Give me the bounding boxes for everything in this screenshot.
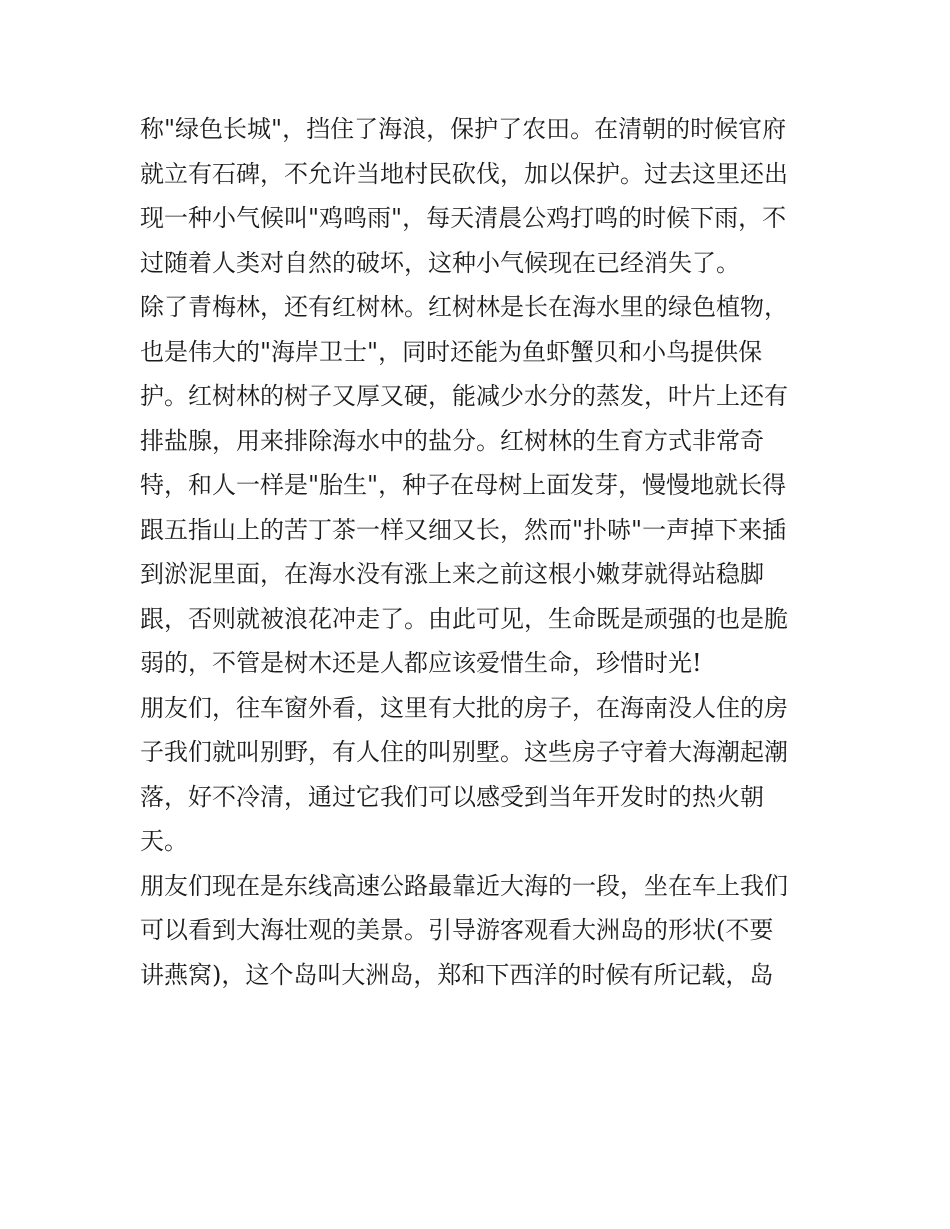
- document-body: [140, 107, 820, 997]
- text-line: 讲燕窝)，这个岛叫大洲岛，郑和下西洋的时候有所记载，岛: [140, 960, 774, 989]
- text-line: 特，和人一样是"胎生"，种子在母树上面发芽，慢慢地就长得: [140, 471, 787, 499]
- text-line: 除了青梅林，还有红树林。红树林是长在海水里的绿色植物，: [140, 293, 788, 321]
- text-line: 天。: [140, 827, 188, 855]
- text-line: 护。红树林的树子又厚又硬，能减少水分的蒸发，叶片上还有: [140, 382, 788, 410]
- text-line: 到淤泥里面，在海水没有涨上来之前这根小嫩芽就得站稳脚: [140, 560, 764, 588]
- text-line: 跟五指山上的苦丁茶一样又细又长，然而"扑哧"一声掉下来插: [140, 515, 787, 544]
- text-line: 也是伟大的"海岸卫士"，同时还能为鱼虾蟹贝和小鸟提供保: [140, 337, 763, 366]
- text-line: 排盐腺，用来排除海水中的盐分。红树林的生育方式非常奇: [140, 426, 764, 455]
- text-line: 可以看到大海壮观的美景。引导游客观看大洲岛的形状(不要: [140, 916, 774, 944]
- text-line: 子我们就叫别野，有人住的叫别墅。这些房子守着大海潮起潮: [140, 738, 788, 766]
- text-line: 朋友们，往车窗外看，这里有大批的房子，在海南没人住的房: [140, 693, 788, 722]
- text-line: 弱的，不管是树木还是人都应该爱惜生命，珍惜时光!: [140, 649, 702, 677]
- text-line: 现一种小气候叫"鸡鸣雨"，每天清晨公鸡打鸣的时候下雨，不: [140, 204, 787, 232]
- text-line: 落，好不冷清，通过它我们可以感受到当年开发时的热火朝: [140, 782, 764, 811]
- text-line: 称"绿色长城"，挡住了海浪，保护了农田。在清朝的时候官府: [140, 115, 787, 143]
- text-line: 过随着人类对自然的破坏，这种小气候现在已经消失了。: [140, 248, 740, 277]
- text-line: 朋友们现在是东线高速公路最靠近大海的一段，坐在车上我们: [140, 871, 788, 900]
- text-line: 跟，否则就被浪花冲走了。由此可见，生命既是顽强的也是脆: [140, 604, 788, 633]
- text-line: 就立有石碑，不允许当地村民砍伐，加以保护。过去这里还出: [140, 159, 788, 188]
